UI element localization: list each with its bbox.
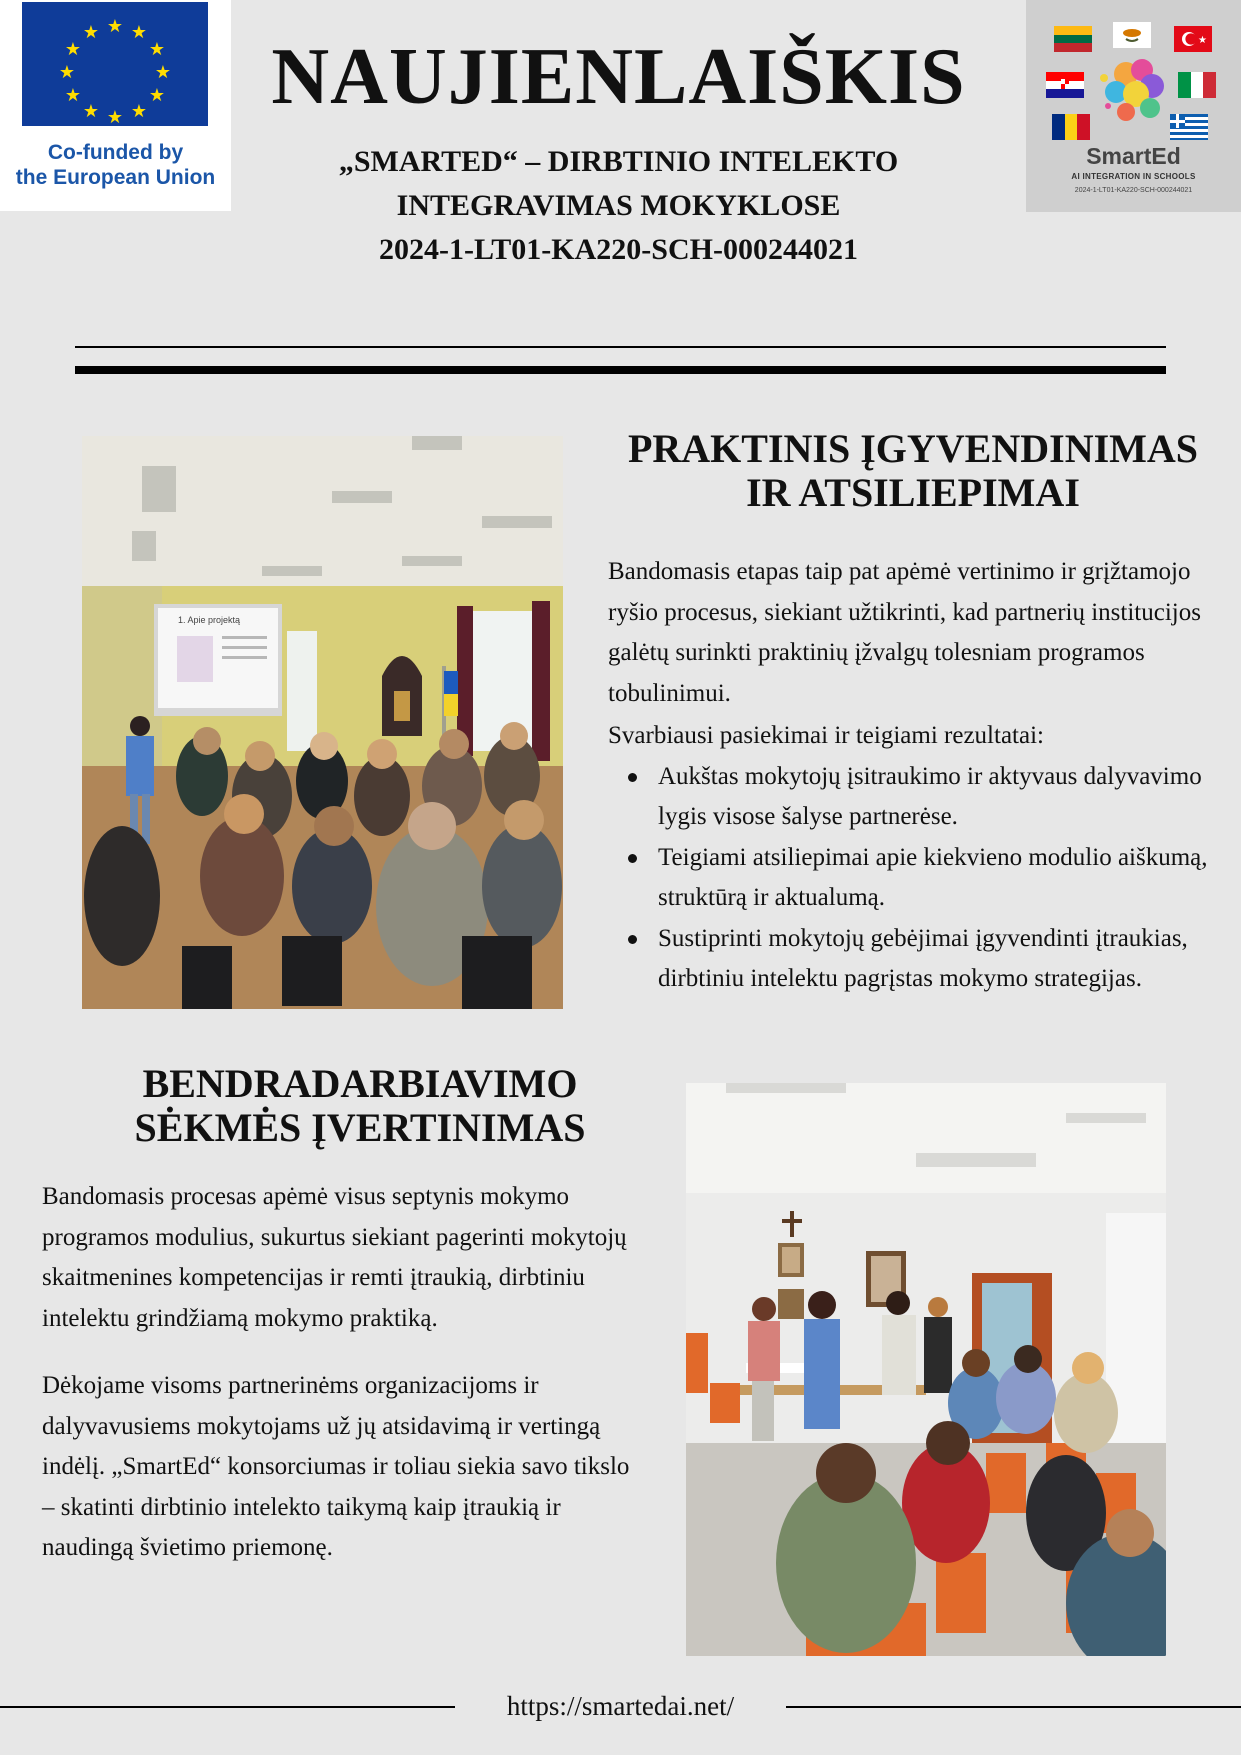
smarted-project-code: 2024-1-LT01-KA220-SCH-000244021 (1074, 187, 1193, 194)
croatia-flag-icon (1046, 72, 1084, 98)
svg-text:★: ★ (106, 16, 124, 36)
greece-flag-icon (1170, 114, 1208, 140)
svg-text:★: ★ (106, 107, 124, 126)
section-cooperation-body (42, 1177, 642, 1569)
practical-paragraph: Bandomasis etapas taip pat apėmė vertinimo ir grįžtamojo ryšio procesus, siekiant užtikrinti, kad partnerių institucijos galėtų surinkti praktinių įžvalgų tolesniam programos tobulinimui. (608, 558, 1201, 707)
smarted-logo (1026, 0, 1241, 212)
section-heading-practical (608, 427, 1218, 515)
website-link[interactable]: https://smartedai.net/ (506, 1691, 735, 1721)
achievements-list (608, 757, 1208, 1000)
svg-text:★: ★ (82, 22, 100, 42)
heading-line: BENDRADARBIAVIMO (142, 1061, 578, 1106)
svg-text:★: ★ (58, 62, 76, 82)
lithuania-flag-icon (1054, 26, 1092, 52)
section-heading-cooperation (40, 1062, 680, 1150)
photo-classroom-meeting (686, 1083, 1166, 1656)
svg-text:★: ★ (130, 22, 148, 42)
smarted-wordmark: SmartEd (1086, 143, 1181, 169)
eu-caption-line: Co-funded by (47, 141, 184, 164)
footer-divider-left (0, 1706, 455, 1708)
thanks-paragraph: Dėkojame visoms partnerinėms organizacijoms ir dalyvavusiems mokytojams už jų atsidavimą ir vertingą indėlį. „SmartEd“ konsorciumas ir toliau siekia savo tikslo – skatinti dirbtinio intelekto taikymą kaip įtraukią ir naudingą švietimo priemonę. (42, 1372, 630, 1561)
section-practical-body (608, 552, 1208, 1000)
cooperation-paragraph: Bandomasis procesas apėmė visus septynis mokymo programos modulius, sukurtus siekiant pagerinti mokytojų skaitmenines kompetencijas ir remti įtraukią, dirbtiniu intelektu grindžiamą mokymo praktiką. (42, 1183, 627, 1332)
svg-text:★: ★ (148, 85, 166, 105)
list-intro: Svarbiausi pasiekimai ir teigiami rezultatai: (608, 722, 1044, 749)
svg-text:★: ★ (154, 62, 172, 82)
newsletter-title: NAUJIENLAIŠKIS (271, 33, 966, 121)
heading-line: PRAKTINIS ĮGYVENDINIMAS (627, 426, 1199, 471)
svg-text:★: ★ (130, 101, 148, 121)
footer-divider-right (786, 1706, 1241, 1708)
eu-cofunded-logo (0, 0, 231, 211)
project-code: 2024-1-LT01-KA220-SCH-000244021 (379, 233, 858, 266)
eu-caption (0, 140, 231, 190)
eu-flag-icon (22, 2, 208, 126)
list-item: Teigiami atsiliepimai apie kiekvieno modulio aiškumą, struktūrą ir aktualumą. (608, 838, 1208, 919)
turkey-flag-icon (1174, 26, 1212, 52)
svg-text:★: ★ (82, 101, 100, 121)
list-item: Aukštas mokytojų įsitraukimo ir aktyvaus dalyvavimo lygis visose šalyse partnerėse. (608, 757, 1208, 838)
subtitle-line: „SMARTED“ – DIRBTINIO INTELEKTO (338, 145, 899, 178)
svg-text:★: ★ (148, 39, 166, 59)
divider-thick (75, 366, 1166, 374)
slide-text: 1. Apie projektą (178, 615, 241, 625)
heading-line: IR ATSILIEPIMAI (746, 470, 1080, 515)
cyprus-flag-icon (1113, 22, 1151, 48)
svg-text:★: ★ (64, 85, 82, 105)
italy-flag-icon (1178, 72, 1216, 98)
eu-caption-line: the European Union (15, 166, 216, 189)
heading-line: SĖKMĖS ĮVERTINIMAS (134, 1105, 586, 1150)
smarted-tagline: AI INTEGRATION IN SCHOOLS (1071, 172, 1196, 181)
divider-thin (75, 346, 1166, 348)
subtitle-line: INTEGRAVIMAS MOKYKLOSE (396, 189, 841, 222)
svg-text:★: ★ (1198, 35, 1207, 46)
svg-text:★: ★ (64, 39, 82, 59)
photo-presentation-hall (82, 436, 563, 1009)
list-item: Sustiprinti mokytojų gebėjimai įgyvendinti įtraukias, dirbtiniu intelektu pagrįstas mokymo strategijas. (608, 919, 1208, 1000)
romania-flag-icon (1052, 114, 1090, 140)
ai-head-icon (1096, 52, 1172, 143)
